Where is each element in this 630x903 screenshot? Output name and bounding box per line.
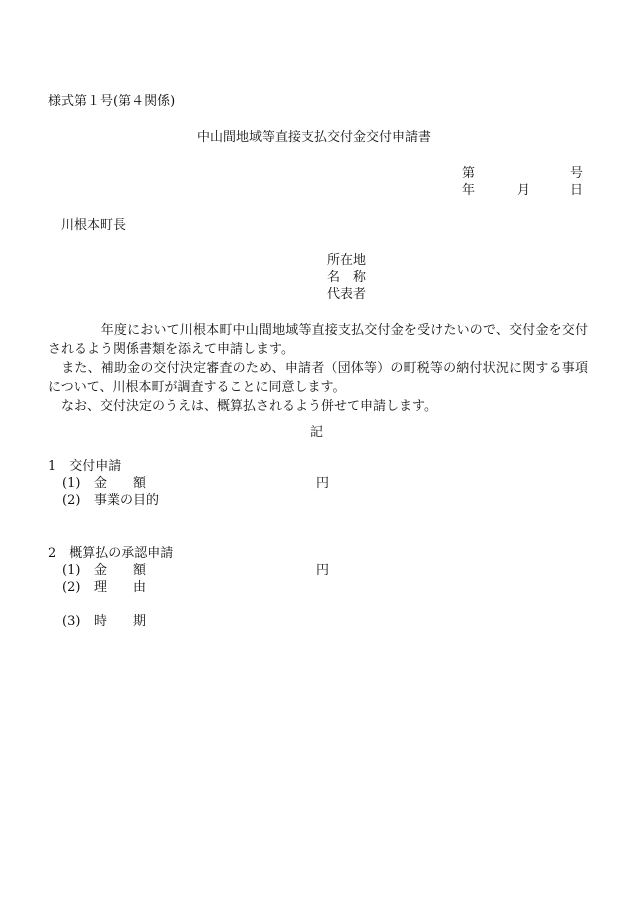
doc-number-suffix: 号: [570, 166, 584, 181]
section-2-heading: 2 概算払の承認申請: [48, 546, 174, 561]
section-2-item-3-label: 時 期: [94, 614, 147, 629]
date-month: 月: [517, 183, 531, 198]
doc-number-prefix: 第: [462, 166, 476, 181]
body-paragraph-1: 年度において川根本町中山間地域等直接支払交付金を受けたいので、交付金を交付されるよう関係書類を添えて申請します。: [48, 323, 588, 357]
body-paragraph-2: また、補助金の交付決定審査のため、申請者（団体等）の町税等の納付状況に関する事項について、川根本町が調査することに同意します。: [48, 361, 588, 395]
applicant-representative-label: 代表者: [327, 287, 367, 302]
applicant-name-label: 名 称: [327, 270, 367, 285]
body-text: [48, 321, 588, 416]
document-title: 中山間地域等直接支払交付金交付申請書: [197, 130, 432, 145]
section-1-item-1-label: 金 額: [94, 476, 147, 491]
section-2-item-3-number: (3): [62, 614, 81, 629]
section-2-item-1-number: (1): [62, 563, 81, 578]
section-1-item-2-label: 事業の目的: [94, 493, 160, 508]
section-2-item-1-unit: 円: [316, 563, 330, 578]
date-day: 日: [570, 183, 584, 198]
addressee: 川根本町長: [61, 218, 127, 233]
section-2-item-2-number: (2): [62, 580, 81, 595]
applicant-address-label: 所在地: [327, 253, 367, 268]
section-2-item-1-label: 金 額: [94, 563, 147, 578]
section-1-item-1-number: (1): [62, 476, 81, 491]
section-1-heading: 1 交付申請: [48, 459, 122, 474]
body-paragraph-3: なお、交付決定のうえは、概算払されるよう併せて申請します。: [48, 399, 437, 414]
date-year: 年: [462, 183, 476, 198]
form-number: 様式第１号(第４関係): [48, 94, 176, 109]
section-2-item-2-label: 理 由: [94, 580, 147, 595]
section-1-item-2-number: (2): [62, 493, 81, 508]
section-1-item-1-unit: 円: [316, 476, 330, 491]
ki-heading: 記: [310, 425, 324, 440]
